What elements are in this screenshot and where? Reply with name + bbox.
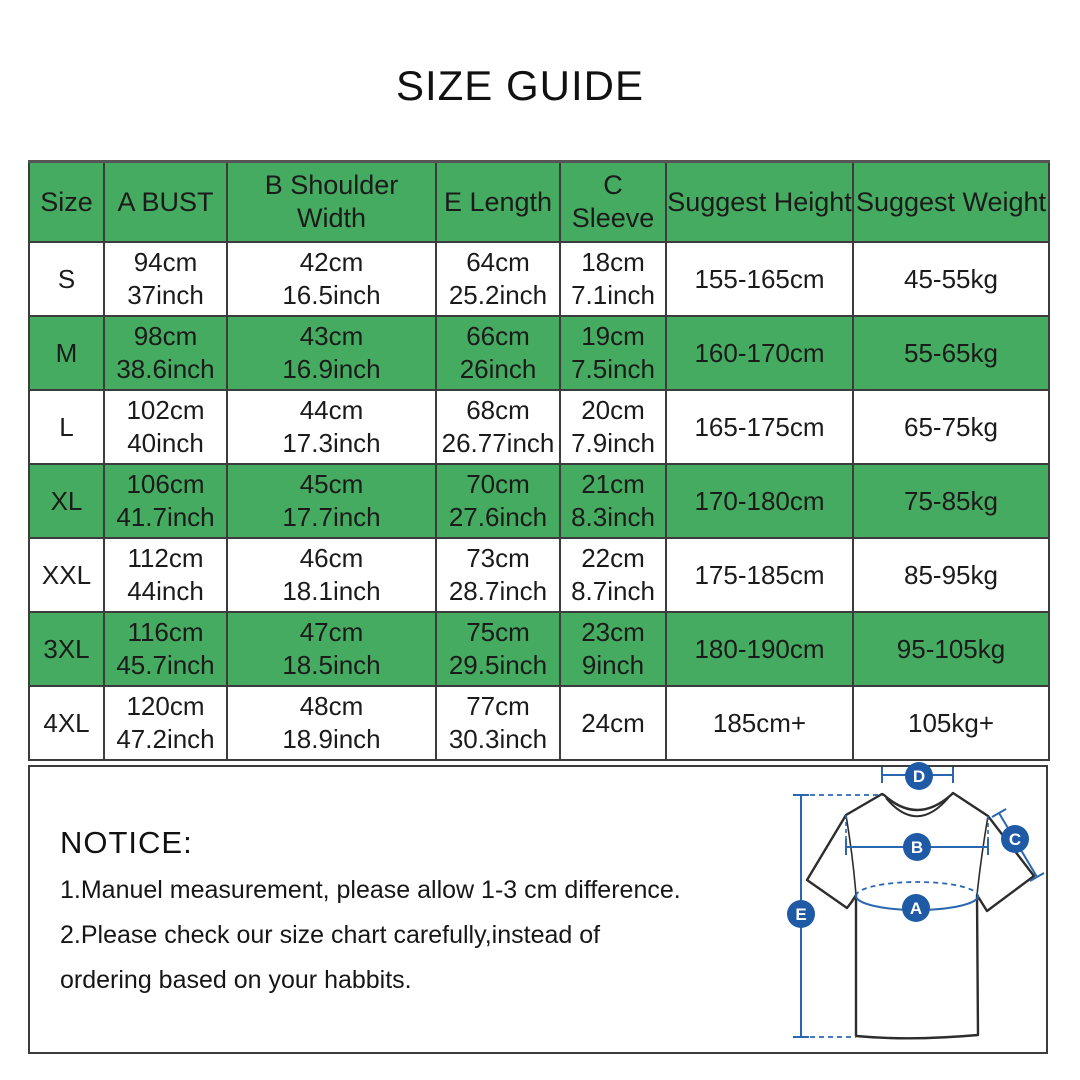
cell-bust: 106cm 41.7inch [104,464,227,538]
svg-text:B: B [910,838,924,857]
cell-weight: 85-95kg [853,538,1049,612]
cell-weight: 95-105kg [853,612,1049,686]
cell-length: 70cm 27.6inch [436,464,560,538]
svg-text:E: E [795,905,807,924]
cell-sleeve: 19cm 7.5inch [560,316,666,390]
cell-height: 180-190cm [666,612,853,686]
cell-bust: 102cm 40inch [104,390,227,464]
cell-shoulder: 43cm 16.9inch [227,316,436,390]
cell-size: XL [29,464,104,538]
cell-height: 185cm+ [666,686,853,760]
column-header: E Length [436,162,560,243]
cell-height: 165-175cm [666,390,853,464]
table-row [29,686,1049,760]
column-header: A BUST [104,162,227,243]
cell-sleeve: 23cm 9inch [560,612,666,686]
cell-sleeve: 21cm 8.3inch [560,464,666,538]
cell-bust: 94cm 37inch [104,242,227,316]
notice-heading: NOTICE: [60,825,193,860]
column-header: Suggest Height [666,162,853,243]
cell-bust: 112cm 44inch [104,538,227,612]
cell-bust: 120cm 47.2inch [104,686,227,760]
table-body [29,242,1049,760]
column-header: C Sleeve [560,162,666,243]
cell-weight: 65-75kg [853,390,1049,464]
cell-sleeve: 24cm [560,686,666,760]
cell-sleeve: 22cm 8.7inch [560,538,666,612]
cell-size: M [29,316,104,390]
table-row [29,538,1049,612]
cell-height: 160-170cm [666,316,853,390]
cell-size: XXL [29,538,104,612]
table-row [29,242,1049,316]
cell-length: 77cm 30.3inch [436,686,560,760]
notice-line: 1.Manuel measurement, please allow 1-3 cm difference. [60,876,681,904]
cell-shoulder: 45cm 17.7inch [227,464,436,538]
cell-weight: 105kg+ [853,686,1049,760]
cell-length: 68cm 26.77inch [436,390,560,464]
cell-bust: 116cm 45.7inch [104,612,227,686]
tshirt-measurement-diagram [760,762,1052,1054]
cell-shoulder: 44cm 17.3inch [227,390,436,464]
cell-size: 4XL [29,686,104,760]
cell-weight: 45-55kg [853,242,1049,316]
cell-weight: 55-65kg [853,316,1049,390]
cell-sleeve: 20cm 7.9inch [560,390,666,464]
cell-weight: 75-85kg [853,464,1049,538]
notice-line: ordering based on your habbits. [60,966,412,994]
cell-shoulder: 42cm 16.5inch [227,242,436,316]
notice-line: 2.Please check our size chart carefully,instead of [60,921,601,949]
cell-length: 73cm 28.7inch [436,538,560,612]
cell-sleeve: 18cm 7.1inch [560,242,666,316]
cell-length: 75cm 29.5inch [436,612,560,686]
notice-block [60,825,681,996]
cell-height: 155-165cm [666,242,853,316]
cell-length: 64cm 25.2inch [436,242,560,316]
column-header: Suggest Weight [853,162,1049,243]
cell-size: S [29,242,104,316]
svg-text:C: C [1008,830,1022,849]
column-header: B Shoulder Width [227,162,436,243]
svg-text:D: D [912,767,926,786]
table-row [29,464,1049,538]
column-header: Size [29,162,104,243]
cell-length: 66cm 26inch [436,316,560,390]
cell-height: 175-185cm [666,538,853,612]
table-row [29,612,1049,686]
header-row [29,162,1049,243]
cell-bust: 98cm 38.6inch [104,316,227,390]
page-title: SIZE GUIDE [395,62,645,109]
cell-shoulder: 46cm 18.1inch [227,538,436,612]
svg-text:A: A [909,899,923,918]
cell-height: 170-180cm [666,464,853,538]
table-row [29,316,1049,390]
size-table [28,160,1050,761]
table-row [29,390,1049,464]
cell-shoulder: 47cm 18.5inch [227,612,436,686]
cell-size: L [29,390,104,464]
cell-shoulder: 48cm 18.9inch [227,686,436,760]
cell-size: 3XL [29,612,104,686]
